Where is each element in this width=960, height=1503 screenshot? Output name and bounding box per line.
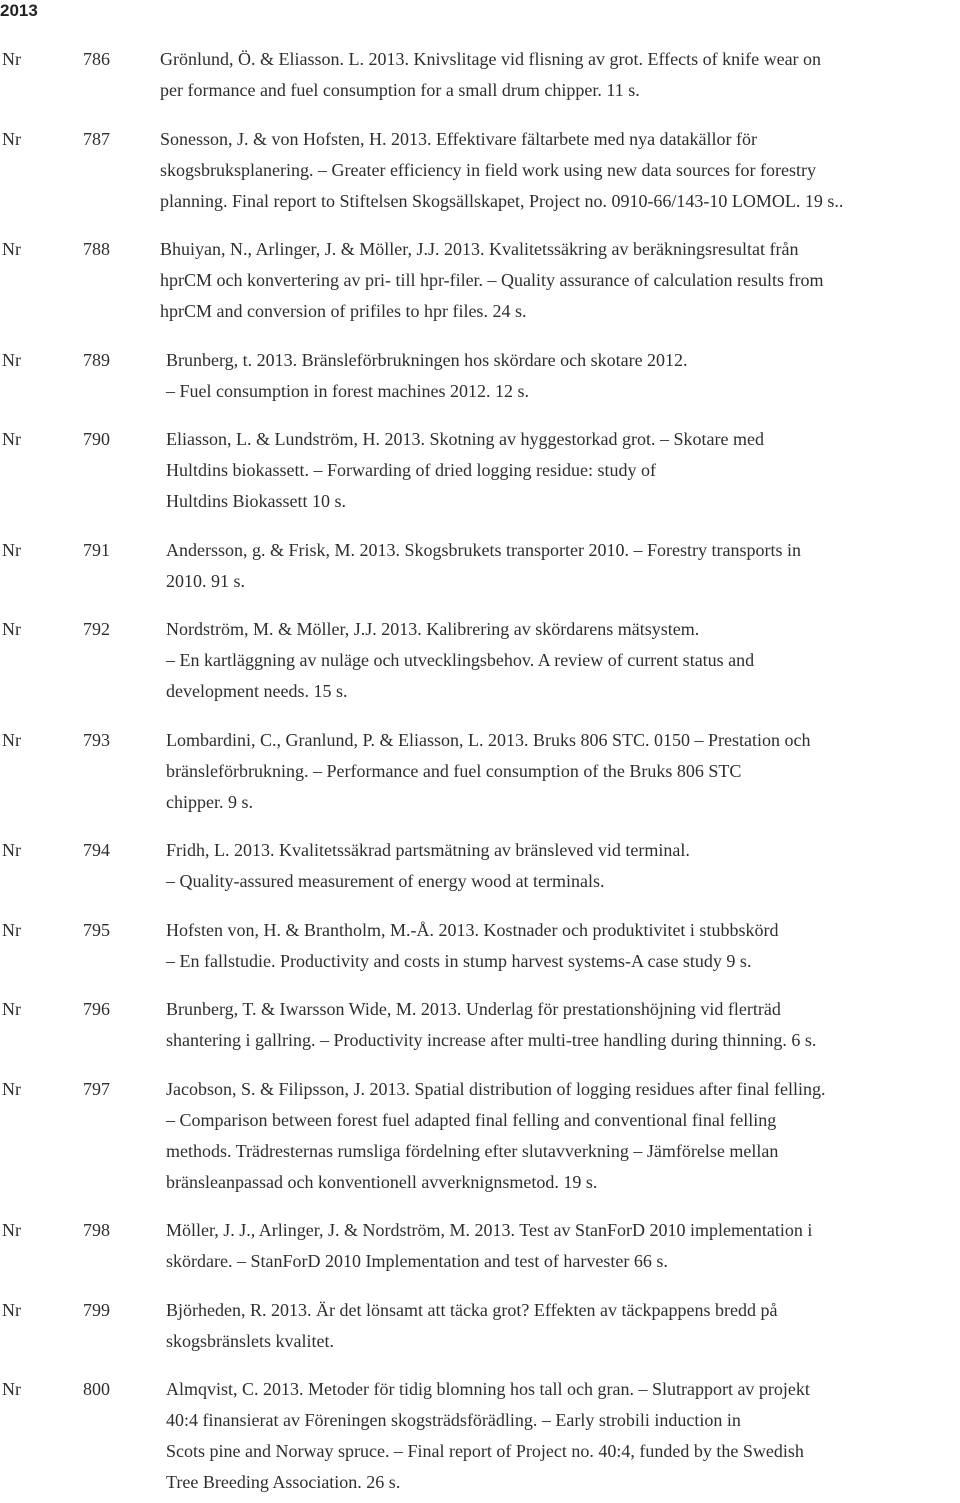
- citation-line: Hultdins biokassett. – Forwarding of dried logging residue: study of: [166, 460, 656, 480]
- entry-citation: [160, 124, 960, 217]
- entry-prefix: Nr: [2, 840, 21, 860]
- citation-line: Lombardini, C., Granlund, P. & Eliasson, L. 2013. Bruks 806 STC. 0150 – Prestation och: [166, 729, 811, 750]
- citation-line: – En kartläggning av nuläge och utvecklingsbehov. A review of current status and: [166, 650, 755, 670]
- entry-prefix: Nr: [2, 919, 21, 940]
- entry-citation: [166, 835, 960, 897]
- citation-line: bränsleanpassad och konventionell avverknignsmetod. 19 s.: [166, 1171, 598, 1192]
- entry-citation: [166, 1215, 960, 1277]
- citation-line: development needs. 15 s.: [166, 681, 348, 701]
- entry-citation: [166, 994, 960, 1056]
- entry-prefix: Nr: [2, 1220, 21, 1240]
- entry-citation: [166, 725, 960, 818]
- report-entry: [0, 124, 960, 217]
- entry-prefix: Nr: [2, 239, 21, 259]
- entry-prefix: Nr: [2, 999, 21, 1019]
- entry-number: 788: [83, 239, 110, 259]
- report-entry: [0, 835, 960, 897]
- entry-citation: [166, 1295, 960, 1357]
- report-entry: [0, 44, 960, 106]
- report-entry: [0, 915, 960, 977]
- entry-number: 787: [83, 128, 110, 149]
- citation-line: – Quality-assured measurement of energy wood at terminals.: [166, 871, 605, 891]
- entry-number: 793: [83, 729, 110, 750]
- entry-prefix: Nr: [2, 429, 21, 449]
- report-entry: [0, 994, 960, 1056]
- entry-prefix: Nr: [2, 1299, 21, 1320]
- citation-line: Hultdins Biokassett 10 s.: [166, 491, 347, 511]
- citation-line: – Fuel consumption in forest machines 2012. 12 s.: [166, 380, 529, 401]
- citation-line: Jacobson, S. & Filipsson, J. 2013. Spatial distribution of logging residues after final felling.: [166, 1078, 826, 1099]
- citation-line: Nordström, M. & Möller, J.J. 2013. Kalibrering av skördarens mätsystem.: [166, 619, 700, 639]
- report-entry: [0, 345, 960, 407]
- entry-number: 797: [83, 1078, 110, 1099]
- citation-line: Eliasson, L. & Lundström, H. 2013. Skotning av hyggestorkad grot. – Skotare med: [166, 429, 764, 449]
- report-entry: [0, 1215, 960, 1277]
- entry-number: 789: [83, 349, 110, 370]
- citation-line: skördare. – StanForD 2010 Implementation and test of harvester 66 s.: [166, 1251, 668, 1271]
- citation-line: Hofsten von, H. & Brantholm, M.-Å. 2013. Kostnader och produktivitet i stubbskörd: [166, 919, 779, 940]
- report-entry: [0, 424, 960, 517]
- citation-line: shantering i gallring. – Productivity increase after multi-tree handling during thinning. 6 s.: [166, 1030, 817, 1050]
- citation-line: Fridh, L. 2013. Kvalitetssäkrad partsmätning av bränsleved vid terminal.: [166, 840, 690, 860]
- citation-line: Brunberg, t. 2013. Bränsleförbrukningen hos skördare och skotare 2012.: [166, 349, 688, 370]
- report-list: [0, 44, 960, 1498]
- entry-prefix: Nr: [2, 349, 21, 370]
- citation-line: 40:4 finansierat av Föreningen skogsträdsförädling. – Early strobili induction in: [166, 1410, 741, 1430]
- entry-number: 798: [83, 1220, 110, 1240]
- citation-line: Sonesson, J. & von Hofsten, H. 2013. Effektivare fältarbete med nya datakällor för: [160, 128, 758, 149]
- entry-citation: [166, 614, 960, 707]
- entry-citation: [166, 345, 960, 407]
- citation-line: planning. Final report to Stiftelsen Skogsällskapet, Project no. 0910-66/143-10 LOMOL. 19 s..: [160, 190, 844, 211]
- citation-line: Grönlund, Ö. & Eliasson. L. 2013. Knivslitage vid flisning av grot. Effects of knife wear on: [160, 49, 822, 69]
- citation-line: bränsleförbrukning. – Performance and fuel consumption of the Bruks 806 STC: [166, 760, 742, 781]
- entry-number: 791: [83, 539, 110, 560]
- entry-prefix: Nr: [2, 539, 21, 560]
- citation-line: Scots pine and Norway spruce. – Final report of Project no. 40:4, funded by the Swedish: [166, 1441, 804, 1461]
- report-entry: [0, 234, 960, 327]
- entry-citation: [160, 44, 960, 106]
- citation-line: Andersson, g. & Frisk, M. 2013. Skogsbrukets transporter 2010. – Forestry transports in: [166, 539, 801, 560]
- citation-line: Brunberg, T. & Iwarsson Wide, M. 2013. Underlag för prestationshöjning vid flerträd: [166, 999, 781, 1019]
- report-entry: [0, 725, 960, 818]
- page-title: 2013: [0, 1, 38, 20]
- citation-line: hprCM och konvertering av pri- till hpr-filer. – Quality assurance of calculation results from: [160, 270, 824, 290]
- citation-line: Bhuiyan, N., Arlinger, J. & Möller, J.J. 2013. Kvalitetssäkring av beräkningsresultat från: [160, 239, 799, 259]
- citation-line: – En fallstudie. Productivity and costs in stump harvest systems-A case study 9 s.: [166, 950, 752, 971]
- entry-prefix: Nr: [2, 729, 21, 750]
- citation-line: 2010. 91 s.: [166, 570, 246, 591]
- citation-line: per formance and fuel consumption for a small drum chipper. 11 s.: [160, 80, 640, 100]
- citation-line: Almqvist, C. 2013. Metoder för tidig blomning hos tall och gran. – Slutrapport av projekt: [166, 1379, 810, 1399]
- entry-citation: [166, 1374, 960, 1498]
- entry-citation: [166, 1074, 960, 1198]
- citation-line: skogsbruksplanering. – Greater efficiency in field work using new data sources for forestry: [160, 159, 816, 180]
- report-entry: [0, 1374, 960, 1498]
- entry-prefix: Nr: [2, 1379, 21, 1399]
- entry-number: 795: [83, 919, 110, 940]
- entry-prefix: Nr: [2, 49, 21, 69]
- entry-number: 790: [83, 429, 110, 449]
- entry-number: 792: [83, 619, 110, 639]
- entry-prefix: Nr: [2, 1078, 21, 1099]
- entry-citation: [166, 424, 960, 517]
- report-entry: [0, 535, 960, 597]
- entry-number: 796: [83, 999, 110, 1019]
- entry-number: 800: [83, 1379, 110, 1399]
- entry-prefix: Nr: [2, 128, 21, 149]
- citation-line: Tree Breeding Association. 26 s.: [166, 1472, 401, 1492]
- entry-citation: [160, 234, 960, 327]
- citation-line: Möller, J. J., Arlinger, J. & Nordström, M. 2013. Test av StanForD 2010 implementation i: [166, 1220, 813, 1240]
- entry-number: 786: [83, 49, 110, 69]
- citation-line: skogsbränslets kvalitet.: [166, 1330, 334, 1351]
- report-entry: [0, 614, 960, 707]
- citation-line: – Comparison between forest fuel adapted final felling and conventional final felling: [166, 1109, 777, 1130]
- entry-prefix: Nr: [2, 619, 21, 639]
- citation-line: chipper. 9 s.: [166, 791, 253, 812]
- report-entry: [0, 1295, 960, 1357]
- citation-line: Björheden, R. 2013. Är det lönsamt att täcka grot? Effekten av täckpappens bredd på: [166, 1299, 778, 1320]
- entry-number: 794: [83, 840, 110, 860]
- citation-line: hprCM and conversion of prifiles to hpr files. 24 s.: [160, 301, 527, 321]
- entry-number: 799: [83, 1299, 110, 1320]
- entry-citation: [166, 535, 960, 597]
- citation-line: methods. Trädresternas rumsliga fördelning efter slutavverkning – Jämförelse mellan: [166, 1140, 779, 1161]
- report-entry: [0, 1074, 960, 1198]
- entry-citation: [166, 915, 960, 977]
